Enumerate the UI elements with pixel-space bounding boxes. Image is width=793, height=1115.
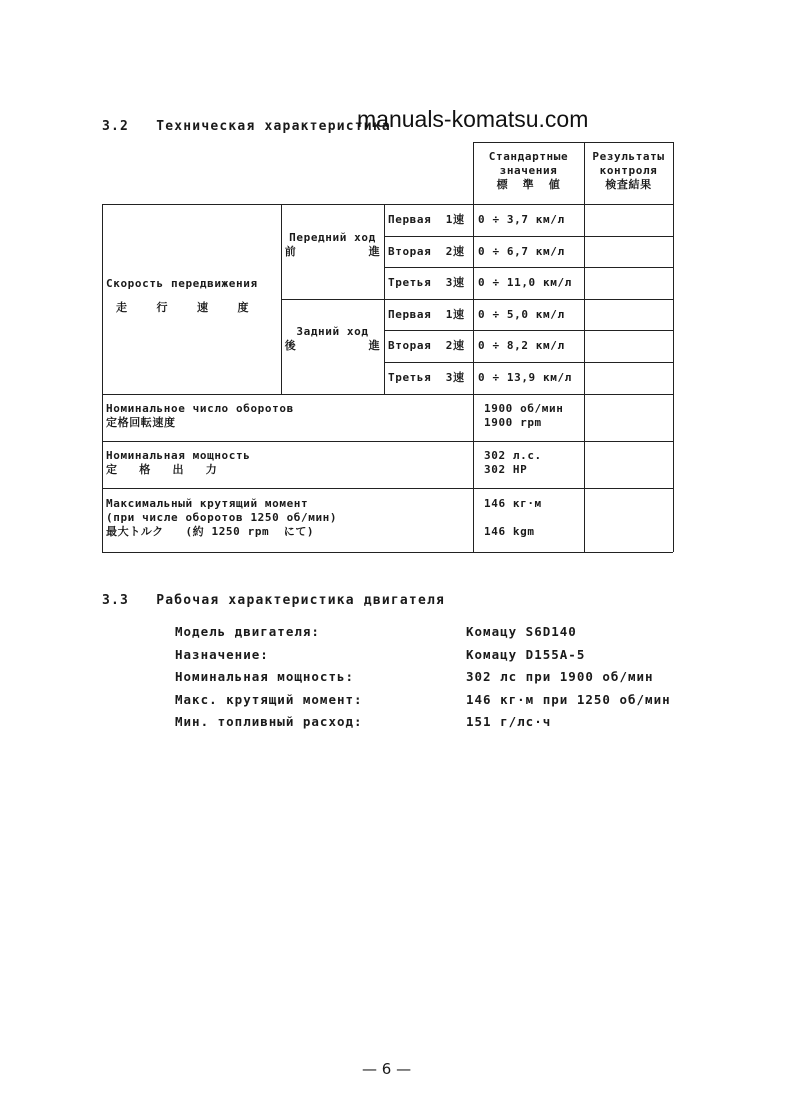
value-line: 146 kgm (484, 525, 535, 538)
gear-speed-value: 0 ÷ 13,9 км/л (478, 371, 572, 384)
section-number: 3.2 (102, 119, 130, 134)
gear-label: Вторая 2速 (388, 339, 465, 352)
gear-label: Первая 1速 (388, 308, 465, 321)
value-line: 302 HP (484, 463, 528, 476)
spec-label: Мин. топливный расход: (175, 714, 363, 729)
table-border (102, 488, 673, 489)
label-jp: 前 進 (284, 245, 381, 258)
forward-label (281, 231, 384, 259)
gear-speed-value: 0 ÷ 3,7 км/л (478, 213, 565, 226)
label-jp: 後 進 (284, 339, 381, 352)
label-ru: Максимальный крутящий момент (106, 497, 309, 510)
table-border (102, 441, 673, 442)
table-border (281, 299, 673, 300)
gear-speed-value: 0 ÷ 11,0 км/л (478, 276, 572, 289)
spec-value: 151 г/лс·ч (466, 714, 552, 729)
value-line: 302 л.с. (484, 449, 542, 462)
header-line: контроля (599, 164, 658, 177)
gear-speed-value: 0 ÷ 5,0 км/л (478, 308, 565, 321)
table-border (384, 330, 673, 331)
spec-value: Комацу D155A-5 (466, 647, 586, 662)
section-3-2-heading (102, 119, 391, 134)
rated-speed-label (106, 402, 294, 430)
label-ru: Номинальное число оборотов (106, 402, 294, 415)
spec-value: Комацу S6D140 (466, 624, 577, 639)
rated-power-value (484, 449, 542, 477)
spec-label: Назначение: (175, 647, 269, 662)
header-line: Стандартные (488, 150, 569, 163)
label-ru: Задний ход (296, 325, 369, 338)
label-jp: 走 行 速 度 (116, 301, 250, 314)
gear-label: Вторая 2速 (388, 245, 465, 258)
section-title: Техническая характеристика (156, 119, 391, 134)
gear-label: Третья 3速 (388, 276, 465, 289)
watermark: manuals-komatsu.com (357, 106, 589, 132)
table-border (102, 552, 673, 553)
table-border (384, 204, 385, 394)
table-border (473, 142, 673, 143)
rated-power-label (106, 449, 250, 477)
max-torque-label (106, 497, 337, 539)
rated-speed-value (484, 402, 563, 430)
table-border (384, 362, 673, 363)
spec-value: 302 лс при 1900 об/мин (466, 669, 654, 684)
label-jp: 最大トルク (約 1250 rpm にて) (106, 525, 315, 538)
section-title: Рабочая характеристика двигателя (156, 593, 446, 608)
label-ru-2: (при числе оборотов 1250 об/мин) (106, 511, 338, 524)
value-line: 1900 об/мин (484, 402, 564, 415)
label-jp: 定 格 出 力 (106, 463, 218, 476)
gear-label: Первая 1速 (388, 213, 465, 226)
travel-speed-label (106, 277, 281, 315)
header-line: значения (499, 164, 558, 177)
section-number: 3.3 (102, 593, 130, 608)
table-border (473, 142, 474, 552)
table-border (102, 204, 103, 552)
gear-label: Третья 3速 (388, 371, 465, 384)
label-ru: Номинальная мощность (106, 449, 251, 462)
table-border (673, 142, 674, 552)
section-3-3-heading (102, 593, 445, 608)
spec-value: 146 кг·м при 1250 об/мин (466, 692, 671, 707)
max-torque-value (484, 497, 542, 539)
header-line: Результаты (592, 150, 665, 163)
table-border (102, 394, 673, 395)
label-ru: Скорость передвижения (106, 277, 258, 290)
spec-label: Номинальная мощность: (175, 669, 355, 684)
value-line: 1900 rpm (484, 416, 542, 429)
value-line: 146 кг·м (484, 497, 542, 510)
table-border (584, 142, 585, 552)
page-number: — 6 — (362, 1060, 412, 1078)
gear-speed-value: 0 ÷ 6,7 км/л (478, 245, 565, 258)
table-border (102, 204, 673, 205)
table-border (384, 236, 673, 237)
spec-label: Макс. крутящий момент: (175, 692, 363, 707)
header-standard-values (473, 150, 584, 192)
header-line: 検査結果 (605, 178, 652, 191)
label-ru: Передний ход (289, 231, 376, 244)
header-line: 標 準 値 (496, 178, 561, 191)
reverse-label (281, 325, 384, 353)
table-border (384, 267, 673, 268)
spec-label: Модель двигателя: (175, 624, 320, 639)
header-inspection-results (584, 150, 673, 192)
label-jp: 定格回転速度 (106, 416, 176, 429)
gear-speed-value: 0 ÷ 8,2 км/л (478, 339, 565, 352)
